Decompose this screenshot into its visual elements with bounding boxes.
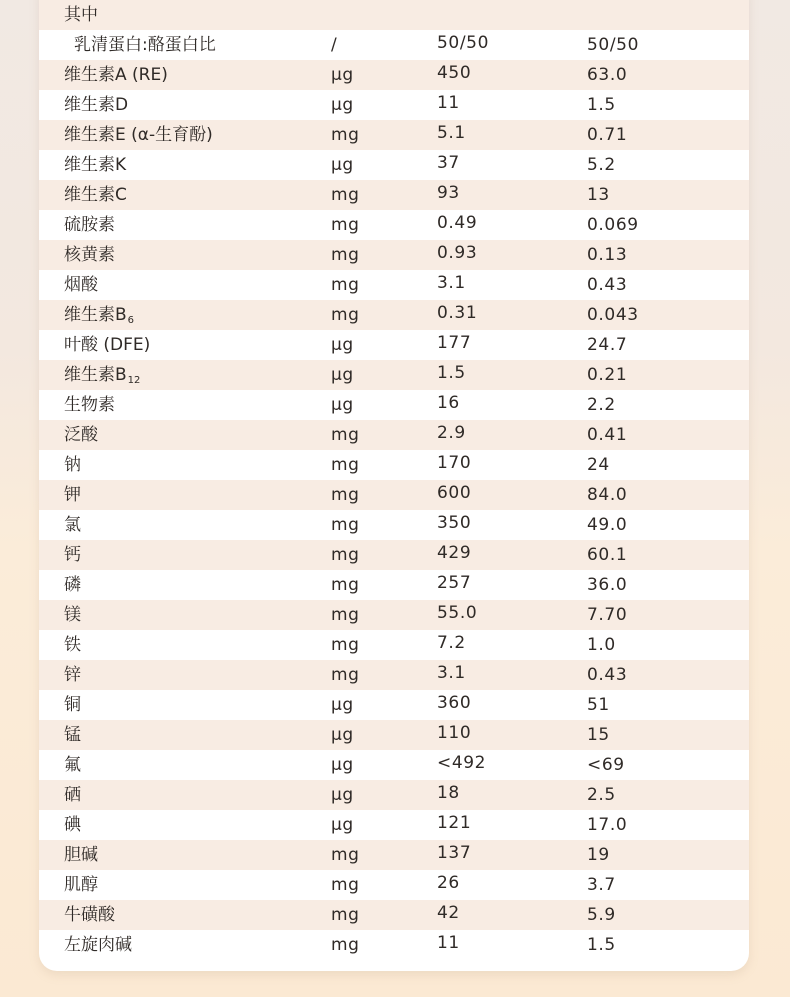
table-row xyxy=(39,270,749,300)
nutrient-name-text: 维生素D xyxy=(64,95,129,115)
nutrient-unit: mg xyxy=(331,905,360,925)
nutrient-value-per-100g: 7.2 xyxy=(437,633,466,653)
nutrient-value-per-100g: 26 xyxy=(437,873,460,893)
nutrient-value-per-100g: 350 xyxy=(437,513,472,533)
nutrient-unit: μg xyxy=(331,695,354,715)
nutrient-name-text: 锌 xyxy=(64,665,81,685)
nutrient-unit: μg xyxy=(331,65,354,85)
nutrient-name xyxy=(64,360,140,390)
nutrient-name xyxy=(64,810,81,840)
nutrient-value-per-100g: 429 xyxy=(437,543,472,563)
nutrient-value-per-100g: 18 xyxy=(437,783,460,803)
nutrient-name-text: 泛酸 xyxy=(64,425,98,445)
nutrient-unit: mg xyxy=(331,125,360,145)
nutrient-unit: mg xyxy=(331,275,360,295)
nutrient-value-per-100ml: 0.71 xyxy=(587,125,628,145)
nutrient-unit: mg xyxy=(331,455,360,475)
nutrient-name-text: 氟 xyxy=(64,755,81,775)
table-row xyxy=(39,900,749,930)
nutrient-value-per-100g: 257 xyxy=(437,573,472,593)
nutrient-name-text: 生物素 xyxy=(64,395,115,415)
nutrient-unit: mg xyxy=(331,305,360,325)
nutrient-value-per-100g: 450 xyxy=(437,63,472,83)
nutrient-name-text: 氯 xyxy=(64,515,81,535)
nutrient-unit: μg xyxy=(331,335,354,355)
nutrient-value-per-100ml: 5.2 xyxy=(587,155,616,175)
nutrient-value-per-100g: 11 xyxy=(437,93,460,113)
table-row xyxy=(39,240,749,270)
nutrient-name-text: 锰 xyxy=(64,725,81,745)
table-row xyxy=(39,480,749,510)
table-row xyxy=(39,120,749,150)
table-row xyxy=(39,180,749,210)
nutrient-unit: μg xyxy=(331,95,354,115)
nutrient-name-text: 维生素B xyxy=(64,305,127,325)
nutrient-name-text: 维生素K xyxy=(64,155,127,175)
nutrient-name-text: 核黄素 xyxy=(64,245,115,265)
nutrient-value-per-100g: 55.0 xyxy=(437,603,478,623)
nutrient-value-per-100ml: 0.043 xyxy=(587,305,639,325)
nutrient-name xyxy=(64,150,126,180)
table-row xyxy=(39,390,749,420)
nutrient-value-per-100g: 110 xyxy=(437,723,472,743)
table-row xyxy=(39,600,749,630)
nutrient-name xyxy=(64,540,81,570)
nutrient-value-per-100ml: 1.5 xyxy=(587,935,616,955)
nutrient-name-subscript: 6 xyxy=(127,315,135,326)
nutrient-value-per-100ml: 60.1 xyxy=(587,545,628,565)
nutrient-value-per-100ml: 2.2 xyxy=(587,395,616,415)
nutrient-name xyxy=(64,90,128,120)
nutrient-unit: mg xyxy=(331,605,360,625)
nutrient-value-per-100ml: 17.0 xyxy=(587,815,628,835)
nutrient-name xyxy=(64,660,81,690)
nutrient-name xyxy=(64,510,81,540)
table-row xyxy=(39,930,749,960)
nutrient-name-text: 左旋肉碱 xyxy=(64,935,132,955)
nutrient-unit: mg xyxy=(331,215,360,235)
nutrient-value-per-100ml: 24.7 xyxy=(587,335,628,355)
nutrient-name-text: 烟酸 xyxy=(64,275,98,295)
table-row xyxy=(39,810,749,840)
table-row xyxy=(39,570,749,600)
nutrient-unit: mg xyxy=(331,245,360,265)
nutrient-value-per-100ml: 19 xyxy=(587,845,610,865)
table-row xyxy=(39,300,749,330)
nutrient-name xyxy=(64,420,98,450)
nutrient-unit: μg xyxy=(331,815,354,835)
nutrient-unit: / xyxy=(331,35,338,55)
nutrient-name-text: 钾 xyxy=(64,485,81,505)
nutrient-value-per-100ml: 0.41 xyxy=(587,425,628,445)
nutrient-value-per-100g: 16 xyxy=(437,393,460,413)
nutrient-name xyxy=(64,180,127,210)
nutrient-value-per-100g: 37 xyxy=(437,153,460,173)
nutrient-name xyxy=(64,60,168,90)
nutrient-unit: μg xyxy=(331,365,354,385)
nutrient-value-per-100g: 0.49 xyxy=(437,213,478,233)
nutrient-value-per-100g: 93 xyxy=(437,183,460,203)
nutrient-value-per-100g: 5.1 xyxy=(437,123,466,143)
nutrient-name xyxy=(64,720,81,750)
nutrient-name xyxy=(64,240,115,270)
nutrient-unit: mg xyxy=(331,935,360,955)
table-row xyxy=(39,870,749,900)
nutrient-value-per-100ml: 0.13 xyxy=(587,245,628,265)
nutrient-value-per-100g: <492 xyxy=(437,753,487,773)
nutrient-name xyxy=(64,570,81,600)
nutrient-value-per-100g: 3.1 xyxy=(437,663,466,683)
nutrient-value-per-100ml: 15 xyxy=(587,725,610,745)
nutrient-value-per-100ml: 3.7 xyxy=(587,875,616,895)
table-row xyxy=(39,630,749,660)
nutrient-name xyxy=(64,450,81,480)
nutrient-name-text: 维生素C xyxy=(64,185,127,205)
nutrient-name-text: 维生素E (α-生育酚) xyxy=(64,125,213,145)
table-row xyxy=(39,450,749,480)
nutrient-value-per-100ml: 0.069 xyxy=(587,215,639,235)
nutrient-unit: mg xyxy=(331,425,360,445)
table-row xyxy=(39,210,749,240)
nutrient-value-per-100g: 3.1 xyxy=(437,273,466,293)
nutrient-value-per-100ml: 49.0 xyxy=(587,515,628,535)
nutrient-name xyxy=(64,210,115,240)
nutrient-name xyxy=(64,600,81,630)
nutrient-value-per-100g: 121 xyxy=(437,813,472,833)
nutrient-name-text: 磷 xyxy=(64,575,81,595)
nutrient-name xyxy=(64,840,98,870)
nutrient-value-per-100g: 360 xyxy=(437,693,472,713)
nutrition-card xyxy=(39,0,749,971)
table-row xyxy=(39,720,749,750)
nutrient-value-per-100g: 600 xyxy=(437,483,472,503)
table-row xyxy=(39,420,749,450)
nutrient-name-text: 铜 xyxy=(64,695,81,715)
nutrient-value-per-100ml: 24 xyxy=(587,455,610,475)
nutrient-name xyxy=(64,300,134,330)
nutrient-name-text: 钙 xyxy=(64,545,81,565)
nutrient-value-per-100ml: 2.5 xyxy=(587,785,616,805)
nutrient-value-per-100ml: 13 xyxy=(587,185,610,205)
table-row xyxy=(39,660,749,690)
nutrient-value-per-100g: 137 xyxy=(437,843,472,863)
nutrient-value-per-100ml: <69 xyxy=(587,755,625,775)
table-row xyxy=(39,780,749,810)
nutrient-unit: mg xyxy=(331,575,360,595)
nutrient-unit: mg xyxy=(331,545,360,565)
nutrient-value-per-100ml: 36.0 xyxy=(587,575,628,595)
nutrient-unit: μg xyxy=(331,395,354,415)
nutrient-unit: mg xyxy=(331,875,360,895)
nutrient-name-subscript: 12 xyxy=(127,375,141,386)
nutrient-name-text: 乳清蛋白:酪蛋白比 xyxy=(74,35,216,55)
nutrient-value-per-100ml: 84.0 xyxy=(587,485,628,505)
nutrient-unit: μg xyxy=(331,725,354,745)
nutrient-name-text: 胆碱 xyxy=(64,845,98,865)
table-row xyxy=(39,60,749,90)
nutrient-value-per-100ml: 5.9 xyxy=(587,905,616,925)
table-row xyxy=(39,840,749,870)
table-row xyxy=(39,0,749,30)
nutrient-value-per-100ml: 50/50 xyxy=(587,35,639,55)
nutrient-name-text: 镁 xyxy=(64,605,81,625)
nutrient-value-per-100ml: 63.0 xyxy=(587,65,628,85)
nutrient-value-per-100ml: 0.21 xyxy=(587,365,628,385)
nutrient-name xyxy=(64,900,115,930)
nutrient-unit: mg xyxy=(331,665,360,685)
nutrient-name-text: 铁 xyxy=(64,635,81,655)
nutrient-name xyxy=(74,30,216,60)
nutrient-name-text: 其中 xyxy=(64,5,98,25)
table-row xyxy=(39,690,749,720)
table-row xyxy=(39,330,749,360)
nutrient-name xyxy=(64,480,81,510)
table-row xyxy=(39,360,749,390)
nutrient-name xyxy=(64,270,98,300)
table-row xyxy=(39,540,749,570)
nutrient-value-per-100ml: 0.43 xyxy=(587,665,628,685)
table-row xyxy=(39,750,749,780)
nutrient-value-per-100g: 11 xyxy=(437,933,460,953)
nutrition-table xyxy=(39,0,749,960)
nutrient-unit: μg xyxy=(331,785,354,805)
nutrient-value-per-100g: 170 xyxy=(437,453,472,473)
nutrient-unit: μg xyxy=(331,755,354,775)
nutrient-value-per-100ml: 51 xyxy=(587,695,610,715)
nutrient-name xyxy=(64,750,81,780)
nutrient-value-per-100g: 2.9 xyxy=(437,423,466,443)
table-row xyxy=(39,30,749,60)
nutrient-unit: mg xyxy=(331,485,360,505)
nutrient-name-text: 硫胺素 xyxy=(64,215,115,235)
nutrient-name-text: 维生素B xyxy=(64,365,127,385)
nutrient-unit: mg xyxy=(331,515,360,535)
nutrient-name xyxy=(64,120,213,150)
nutrient-value-per-100ml: 7.70 xyxy=(587,605,628,625)
nutrient-value-per-100ml: 1.0 xyxy=(587,635,616,655)
table-row xyxy=(39,90,749,120)
nutrient-name xyxy=(64,930,132,960)
nutrient-name xyxy=(64,390,115,420)
nutrient-unit: mg xyxy=(331,845,360,865)
nutrient-value-per-100g: 0.93 xyxy=(437,243,478,263)
nutrient-unit: μg xyxy=(331,155,354,175)
nutrient-value-per-100g: 0.31 xyxy=(437,303,478,323)
nutrient-value-per-100g: 42 xyxy=(437,903,460,923)
nutrient-unit: mg xyxy=(331,185,360,205)
nutrient-name-text: 钠 xyxy=(64,455,81,475)
nutrient-name xyxy=(64,330,150,360)
table-row xyxy=(39,510,749,540)
nutrient-name xyxy=(64,780,81,810)
nutrient-name-text: 碘 xyxy=(64,815,81,835)
nutrient-name xyxy=(64,690,81,720)
nutrient-value-per-100ml: 1.5 xyxy=(587,95,616,115)
table-row xyxy=(39,150,749,180)
nutrient-unit: mg xyxy=(331,635,360,655)
nutrient-value-per-100g: 1.5 xyxy=(437,363,466,383)
nutrient-name xyxy=(64,0,98,30)
nutrient-name-text: 叶酸 (DFE) xyxy=(64,335,151,355)
nutrient-value-per-100g: 177 xyxy=(437,333,472,353)
nutrient-name xyxy=(64,630,81,660)
nutrient-name-text: 肌醇 xyxy=(64,875,98,895)
nutrient-value-per-100ml: 0.43 xyxy=(587,275,628,295)
nutrient-name-text: 维生素A (RE) xyxy=(64,65,168,85)
nutrient-name-text: 硒 xyxy=(64,785,81,805)
nutrient-name-text: 牛磺酸 xyxy=(64,905,115,925)
nutrient-name xyxy=(64,870,98,900)
nutrient-value-per-100g: 50/50 xyxy=(437,33,489,53)
